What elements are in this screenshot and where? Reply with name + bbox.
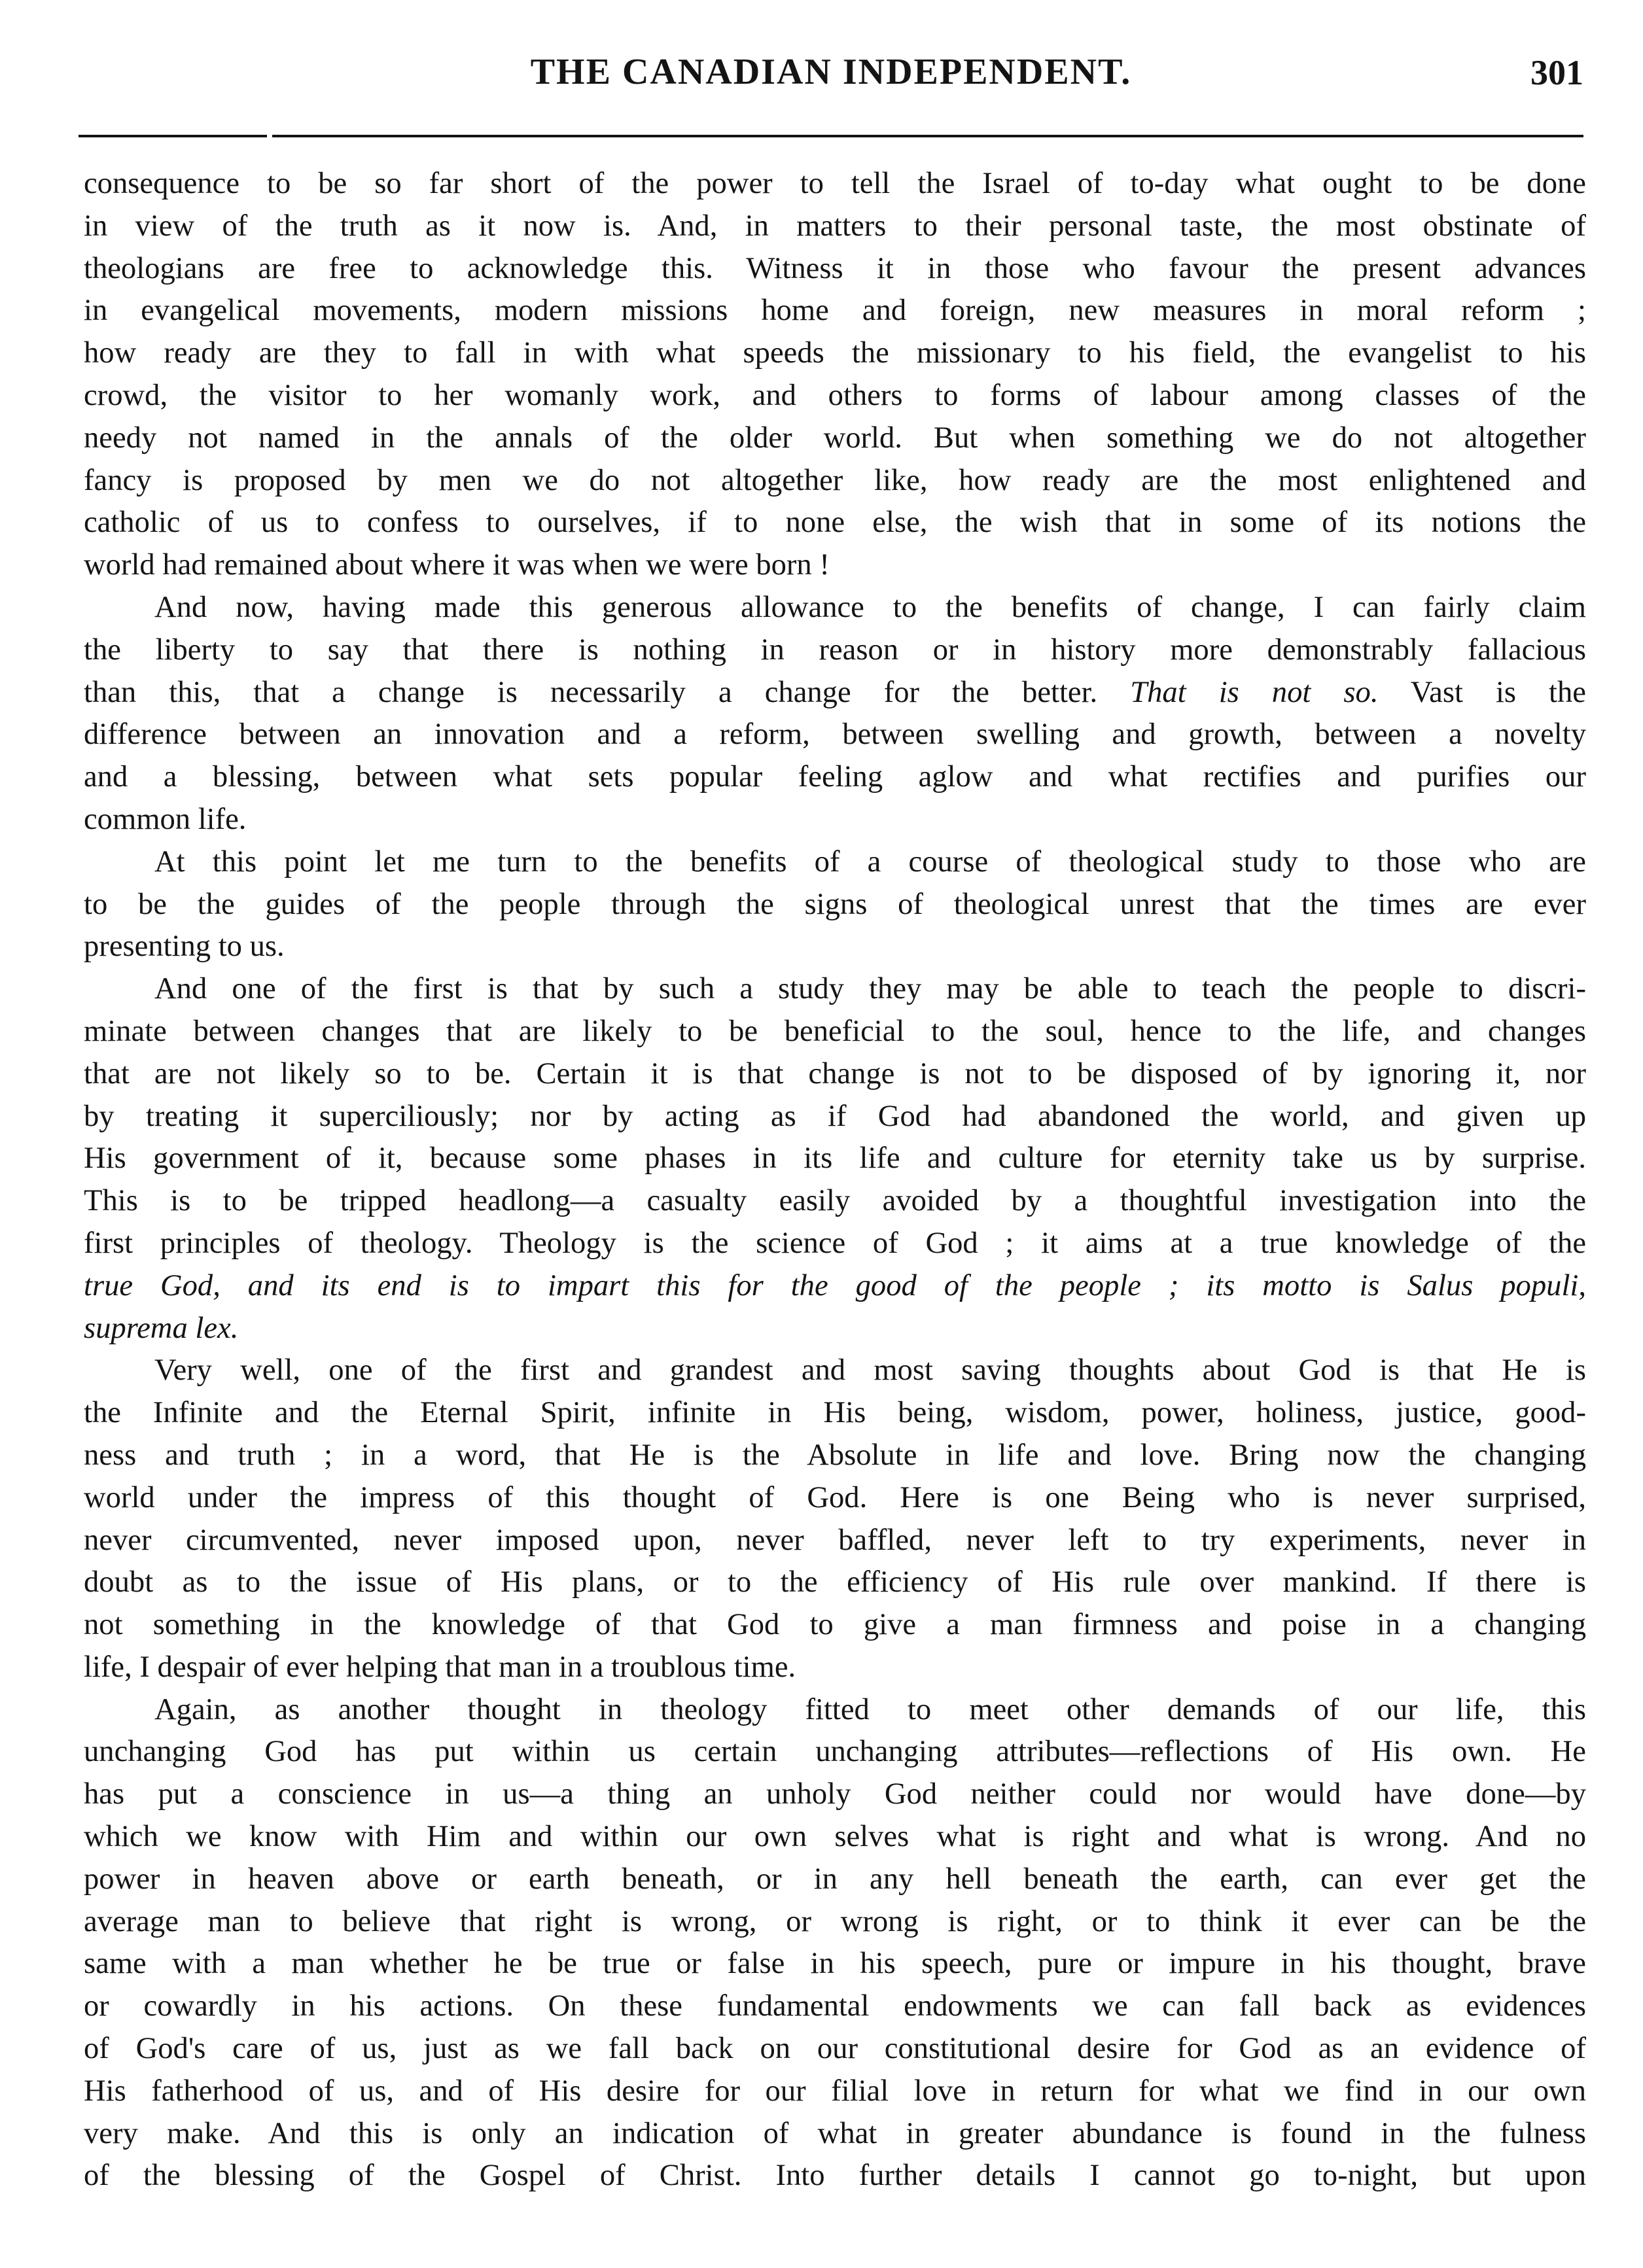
text-run: in evangelical movements, modern missions home and foreign, new measures in moral reform ; xyxy=(84,293,1586,328)
text-run: common life. xyxy=(84,801,247,836)
text-run: which we know with Him and within our own selves what is right and what is wrong. And no xyxy=(84,1819,1586,1854)
text-run: crowd, the visitor to her womanly work, and others to forms of labour among classes of the xyxy=(84,377,1586,412)
text-line xyxy=(84,841,1586,883)
text-line xyxy=(84,1985,1586,2027)
text-run: first principles of theology. Theology is the science of God ; it aims at a true knowledge of the xyxy=(84,1225,1586,1260)
text-line xyxy=(84,756,1586,798)
text-line xyxy=(84,1900,1586,1943)
text-run: Again, as another thought in theology fitted to meet other demands of our life, this xyxy=(154,1692,1586,1726)
text-run: or cowardly in his actions. On these fundamental endowments we can fall back as evidences xyxy=(84,1989,1586,2023)
text-run: that are not likely so to be. Certain it is that change is not to be disposed of by ignoring it, nor xyxy=(84,1056,1586,1090)
italic-text: That is not so. xyxy=(1130,674,1379,709)
text-run: catholic of us to confess to ourselves, if to none else, the wish that in some of its notions the xyxy=(84,505,1586,540)
text-line xyxy=(84,1434,1586,1476)
text-run: Very well, one of the first and grandest and most saving thoughts about God is that He is xyxy=(154,1353,1586,1387)
text-line xyxy=(84,1858,1586,1900)
text-line xyxy=(84,1222,1586,1265)
paragraph xyxy=(84,968,1586,1349)
text-line xyxy=(84,162,1586,205)
text-run: world had remained about where it was when we were born ! xyxy=(84,548,830,582)
text-run: fancy is proposed by men we do not altogether like, how ready are the most enlightened and xyxy=(84,462,1586,497)
text-line xyxy=(84,2112,1586,2155)
italic-text: true God, and its end is to impart this for the good of the people ; its motto is xyxy=(84,1268,1407,1302)
italic-text: suprema lex. xyxy=(84,1310,239,1345)
text-run: consequence to be so far short of the power to tell the Israel of to-day what ought to be done xyxy=(84,166,1586,200)
text-line xyxy=(84,713,1586,756)
text-line xyxy=(84,1095,1586,1138)
text-line xyxy=(84,1942,1586,1985)
text-run: how ready are they to fall in with what speeds the missionary to his field, the evangelist to his xyxy=(84,336,1586,370)
text-run: the liberty to say that there is nothing in reason or in history more demonstrably fallacious xyxy=(84,632,1586,667)
text-line xyxy=(84,1815,1586,1858)
running-title: THE CANADIAN INDEPENDENT. xyxy=(530,52,1132,92)
text-run: His fatherhood of us, and of His desire for our filial love in return for what we find in our own xyxy=(84,2073,1586,2108)
text-run: the Infinite and the Eternal Spirit, infinite in His being, wisdom, power, holiness, justice, good- xyxy=(84,1395,1586,1430)
text-run: presenting to us. xyxy=(84,929,285,964)
text-line xyxy=(84,1391,1586,1434)
text-line xyxy=(84,1010,1586,1053)
text-run: same with a man whether he be true or false in his speech, pure or impure in his thought, brave xyxy=(84,1946,1586,1981)
text-line xyxy=(84,205,1586,247)
text-line xyxy=(84,1179,1586,1222)
italic-text: Salus populi, xyxy=(1407,1268,1586,1302)
text-run: At this point let me turn to the benefits of a course of theological study to those who are xyxy=(154,844,1586,879)
text-line xyxy=(84,1519,1586,1561)
text-run: by treating it superciliously; nor by acting as if God had abandoned the world, and given up xyxy=(84,1098,1586,1133)
text-line xyxy=(84,1053,1586,1095)
header-rule-right xyxy=(272,135,1583,137)
text-run: power in heaven above or earth beneath, or in any hell beneath the earth, can ever get the xyxy=(84,1861,1586,1896)
text-run: and a blessing, between what sets popular feeling aglow and what rectifies and purifies our xyxy=(84,759,1586,794)
text-run: life, I despair of ever helping that man in a troublous time. xyxy=(84,1649,796,1684)
text-line xyxy=(84,1561,1586,1603)
text-run: very make. And this is only an indication of what in greater abundance is found in the fulness xyxy=(84,2116,1586,2150)
text-run: of the blessing of the Gospel of Christ. Into further details I cannot go to-night, but upon xyxy=(84,2158,1586,2193)
text-run: And now, having made this generous allowance to the benefits of change, I can fairly claim xyxy=(154,589,1586,624)
text-line xyxy=(84,1646,1586,1688)
text-run: to be the guides of the people through the signs of theological unrest that the times are ever xyxy=(84,886,1586,921)
text-line xyxy=(84,1265,1586,1307)
text-line xyxy=(84,1688,1586,1731)
article-body xyxy=(84,162,1586,2197)
text-line xyxy=(84,1730,1586,1773)
text-run: theologians are free to acknowledge this. Witness it in those who favour the present advances xyxy=(84,251,1586,285)
text-line xyxy=(84,2070,1586,2112)
text-line xyxy=(84,798,1586,841)
text-run: in view of the truth as it now is. And, in matters to their personal taste, the most obstinate of xyxy=(84,208,1586,243)
text-run: Vast is the xyxy=(1378,674,1586,709)
text-line xyxy=(84,1603,1586,1646)
text-line xyxy=(84,629,1586,671)
text-run: of God's care of us, just as we fall back on our constitutional desire for God as an evidence of xyxy=(84,2031,1586,2066)
text-line xyxy=(84,501,1586,544)
text-line xyxy=(84,883,1586,926)
header-rule-left xyxy=(79,135,267,137)
text-run: doubt as to the issue of His plans, or to the efficiency of His rule over mankind. If there is xyxy=(84,1565,1586,1599)
text-run: has put a conscience in us—a thing an unholy God neither could nor would have done—by xyxy=(84,1777,1586,1811)
page-header xyxy=(79,38,1583,110)
text-line xyxy=(84,374,1586,417)
text-line xyxy=(84,925,1586,968)
paragraph xyxy=(84,841,1586,968)
text-run: This is to be tripped headlong—a casualty easily avoided by a thoughtful investigation into the xyxy=(84,1183,1586,1218)
text-run: ness and truth ; in a word, that He is the Absolute in life and love. Bring now the changing xyxy=(84,1437,1586,1472)
text-line xyxy=(84,968,1586,1010)
paragraph xyxy=(84,1349,1586,1688)
text-run: needy not named in the annals of the older world. But when something we do not altogether xyxy=(84,420,1586,455)
paragraph xyxy=(84,162,1586,586)
page-number: 301 xyxy=(1530,53,1583,92)
text-line xyxy=(84,332,1586,374)
paragraph xyxy=(84,586,1586,841)
text-line xyxy=(84,1349,1586,1391)
text-line xyxy=(84,247,1586,290)
text-line xyxy=(84,1307,1586,1350)
text-line xyxy=(84,1476,1586,1519)
text-run: difference between an innovation and a reform, between swelling and growth, between a novelty xyxy=(84,717,1586,752)
text-line xyxy=(84,1137,1586,1179)
text-run: not something in the knowledge of that God to give a man firmness and poise in a changing xyxy=(84,1607,1586,1642)
text-run: And one of the first is that by such a study they may be able to teach the people to discri- xyxy=(154,971,1586,1006)
text-run: never circumvented, never imposed upon, never baffled, never left to try experiments, never in xyxy=(84,1522,1586,1557)
text-line xyxy=(84,2027,1586,2070)
text-run: world under the impress of this thought of God. Here is one Being who is never surprised, xyxy=(84,1480,1586,1514)
text-line xyxy=(84,417,1586,459)
text-line xyxy=(84,544,1586,586)
text-run: average man to believe that right is wrong, or wrong is right, or to think it ever can be the xyxy=(84,1904,1586,1938)
text-line xyxy=(84,459,1586,502)
text-line xyxy=(84,1773,1586,1815)
text-run: minate between changes that are likely to be beneficial to the soul, hence to the life, and changes xyxy=(84,1013,1586,1048)
text-run: than this, that a change is necessarily a change for the better. xyxy=(84,674,1131,709)
paragraph xyxy=(84,1688,1586,2197)
text-run: His government of it, because some phases in its life and culture for eternity take us by surprise. xyxy=(84,1141,1586,1176)
text-line xyxy=(84,671,1586,714)
text-line xyxy=(84,2154,1586,2197)
text-run: unchanging God has put within us certain unchanging attributes—reflections of His own. He xyxy=(84,1734,1586,1769)
text-line xyxy=(84,586,1586,629)
text-line xyxy=(84,289,1586,332)
